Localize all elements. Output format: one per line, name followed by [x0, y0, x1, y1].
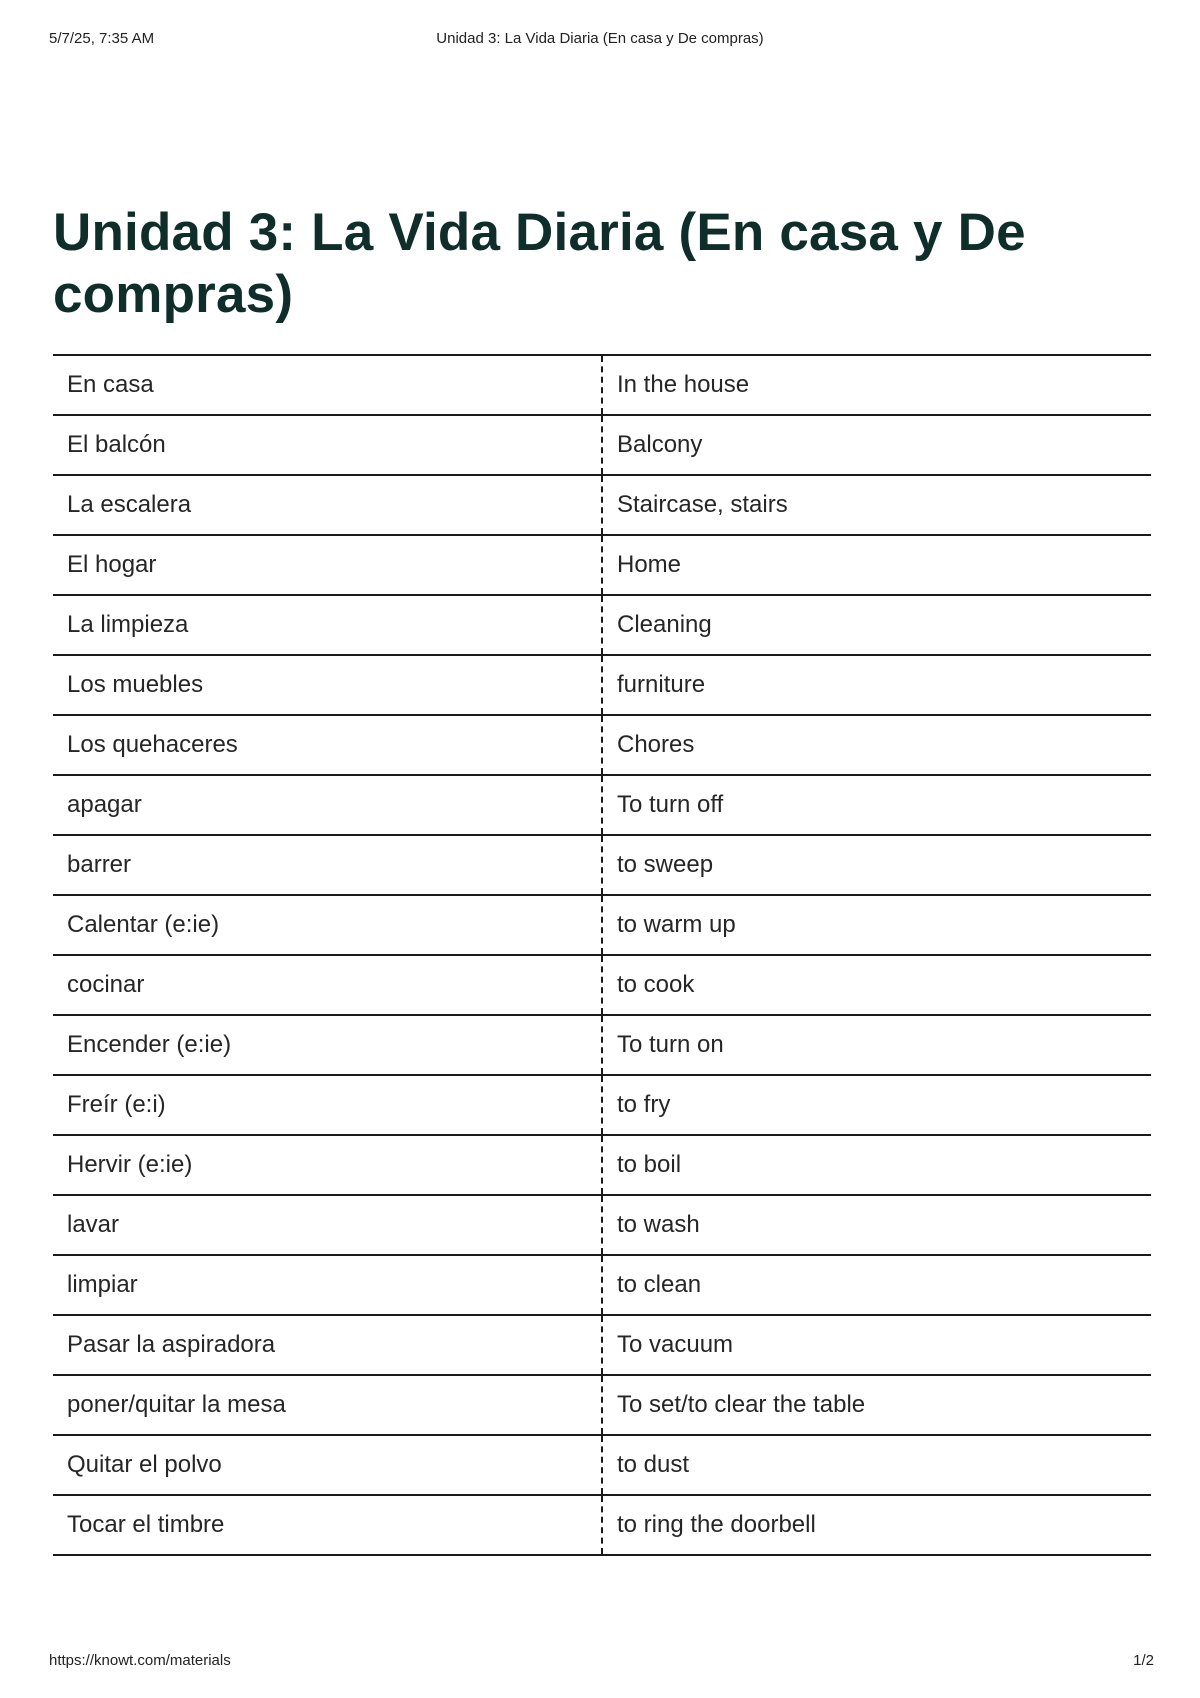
vocab-term: Quitar el polvo [53, 1435, 602, 1495]
vocab-definition: To turn on [602, 1015, 1151, 1075]
vocab-term: Hervir (e:ie) [53, 1135, 602, 1195]
vocab-definition: to warm up [602, 895, 1151, 955]
vocab-term: poner/quitar la mesa [53, 1375, 602, 1435]
vocab-term: En casa [53, 355, 602, 415]
page-title: Unidad 3: La Vida Diaria (En casa y De compras) [53, 203, 1026, 324]
vocab-row [53, 1195, 1151, 1255]
vocab-row [53, 955, 1151, 1015]
print-date: 5/7/25, 7:35 AM [49, 30, 155, 47]
vocab-term: lavar [53, 1195, 602, 1255]
vocab-definition: To turn off [602, 775, 1151, 835]
vocab-definition: Staircase, stairs [602, 475, 1151, 535]
vocab-definition: In the house [602, 355, 1151, 415]
vocab-term: Los muebles [53, 655, 602, 715]
print-footer [49, 1652, 1154, 1672]
vocab-term: Freír (e:i) [53, 1075, 602, 1135]
vocab-row [53, 1375, 1151, 1435]
vocab-definition: To set/to clear the table [602, 1375, 1151, 1435]
vocab-definition: to dust [602, 1435, 1151, 1495]
vocab-row [53, 595, 1151, 655]
vocab-definition: to clean [602, 1255, 1151, 1315]
vocab-row [53, 775, 1151, 835]
vocab-row [53, 1135, 1151, 1195]
vocab-row [53, 415, 1151, 475]
vocab-row [53, 655, 1151, 715]
vocab-row [53, 1495, 1151, 1555]
vocab-definition: Chores [602, 715, 1151, 775]
vocab-definition: to fry [602, 1075, 1151, 1135]
vocab-row [53, 1435, 1151, 1495]
vocab-definition: Balcony [602, 415, 1151, 475]
vocab-term: Tocar el timbre [53, 1495, 602, 1555]
footer-url: https://knowt.com/materials [49, 1652, 231, 1669]
vocab-row [53, 1075, 1151, 1135]
vocab-term: limpiar [53, 1255, 602, 1315]
vocab-row [53, 835, 1151, 895]
vocab-definition: to wash [602, 1195, 1151, 1255]
vocab-definition: To vacuum [602, 1315, 1151, 1375]
print-doc-title: Unidad 3: La Vida Diaria (En casa y De compras) [436, 30, 764, 47]
vocab-row [53, 715, 1151, 775]
vocab-term: La escalera [53, 475, 602, 535]
vocab-definition: to sweep [602, 835, 1151, 895]
vocab-term: El balcón [53, 415, 602, 475]
vocab-table [53, 354, 1151, 1556]
vocab-row [53, 535, 1151, 595]
vocab-row [53, 895, 1151, 955]
vocab-row [53, 1255, 1151, 1315]
vocab-term: Los quehaceres [53, 715, 602, 775]
vocab-row [53, 1315, 1151, 1375]
vocab-term: apagar [53, 775, 602, 835]
vocab-term: cocinar [53, 955, 602, 1015]
vocab-definition: Home [602, 535, 1151, 595]
vocab-term: El hogar [53, 535, 602, 595]
vocab-definition: to boil [602, 1135, 1151, 1195]
vocab-definition: to cook [602, 955, 1151, 1015]
vocab-row [53, 1015, 1151, 1075]
print-header [49, 30, 1151, 50]
vocab-definition: Cleaning [602, 595, 1151, 655]
page-number: 1/2 [1133, 1652, 1154, 1669]
vocab-term: barrer [53, 835, 602, 895]
vocab-term: Calentar (e:ie) [53, 895, 602, 955]
vocab-term: Encender (e:ie) [53, 1015, 602, 1075]
vocab-row [53, 475, 1151, 535]
vocab-term: Pasar la aspiradora [53, 1315, 602, 1375]
vocab-table-body [53, 355, 1151, 1555]
vocab-row [53, 355, 1151, 415]
vocab-term: La limpieza [53, 595, 602, 655]
vocab-definition: furniture [602, 655, 1151, 715]
vocab-definition: to ring the doorbell [602, 1495, 1151, 1555]
